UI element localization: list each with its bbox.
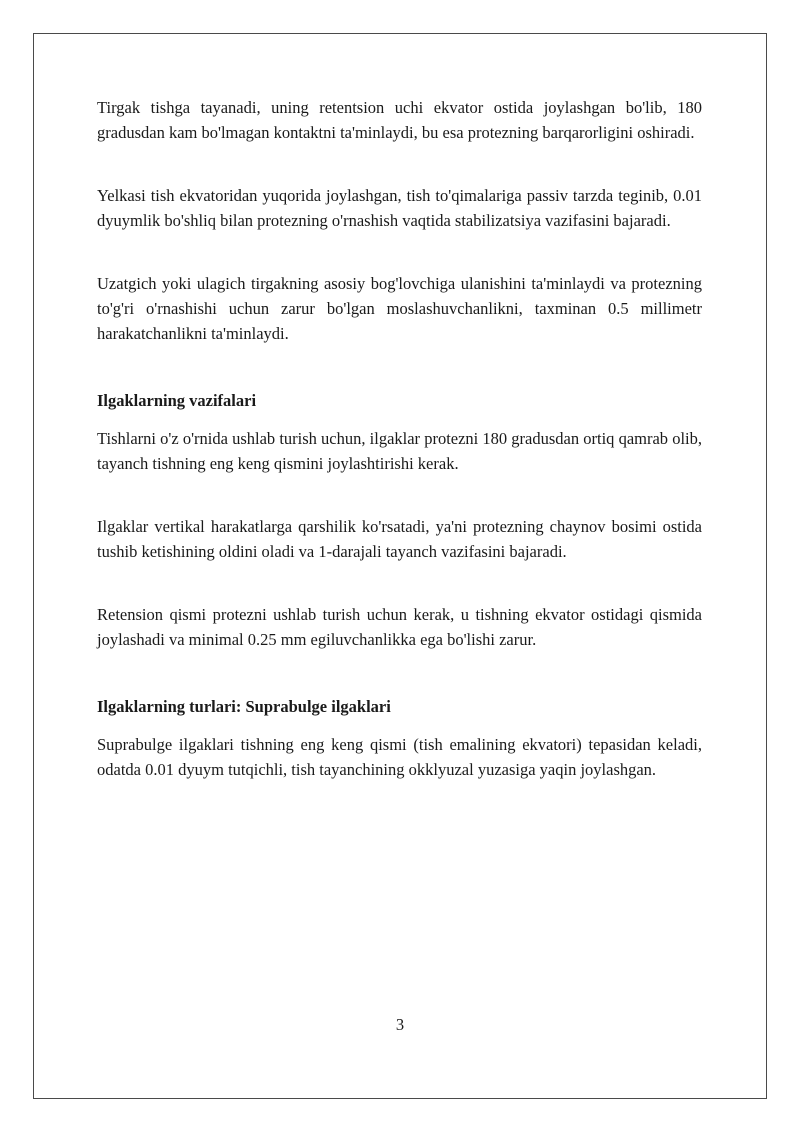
- paragraph-suprabulge: Suprabulge ilgaklari tishning eng keng qismi (tish emalining ekvatori) tepasidan keladi, odatda 0.01 dyuym tutqichli, tish tayanchining okklyuzal yuzasiga yaqin joylashgan.: [97, 735, 702, 779]
- heading-ilgaklarning-turlari: Ilgaklarning turlari: Suprabulge ilgaklari: [97, 697, 391, 716]
- spacer: [97, 145, 702, 183]
- spacer: [97, 413, 702, 426]
- spacer: [97, 719, 702, 732]
- paragraph-ilgaklar-vertikal: Ilgaklar vertikal harakatlarga qarshilik ko'rsatadi, ya'ni protezning chaynov bosimi ostida tushib ketishining oldini oladi va 1-darajali tayanch vazifasini bajaradi.: [97, 517, 702, 561]
- paragraph-tirgak: Tirgak tishga tayanadi, uning retentsion uchi ekvator ostida joylashgan bo'lib, 180 gradusdan kam bo'lmagan kontaktni ta'minlaydi, bu esa protezning barqarorligini oshiradi.: [97, 98, 702, 142]
- page-number: 3: [395, 1015, 405, 1034]
- spacer: [97, 346, 702, 388]
- paragraph-uzatgich: Uzatgich yoki ulagich tirgakning asosiy bog'lovchiga ulanishini ta'minlaydi va protezning to'g'ri o'rnashishi uchun zarur bo'lgan moslashuvchanlikni, taxminan 0.5 millimetr harakatchanlikni ta'minlaydi.: [97, 274, 702, 343]
- heading-ilgaklarning-vazifalari: Ilgaklarning vazifalari: [97, 391, 257, 410]
- spacer: [97, 476, 702, 514]
- page-content: [97, 95, 702, 782]
- paragraph-tishlarni: Tishlarni o'z o'rnida ushlab turish uchun, ilgaklar protezni 180 gradusdan ortiq qamrab olib, tayanch tishning eng keng qismini joylashtirishi kerak.: [97, 429, 702, 473]
- spacer: [97, 652, 702, 694]
- paragraph-retension: Retension qismi protezni ushlab turish uchun kerak, u tishning ekvator ostidagi qismida joylashadi va minimal 0.25 mm egiluvchanlikka ega bo'lishi zarur.: [97, 605, 702, 649]
- spacer: [97, 564, 702, 602]
- paragraph-yelkasi: Yelkasi tish ekvatoridan yuqorida joylashgan, tish to'qimalariga passiv tarzda teginib, 0.01 dyuymlik bo'shliq bilan protezning o'rnashish vaqtida stabilizatsiya vazifasini bajaradi.: [97, 186, 702, 230]
- spacer: [97, 233, 702, 271]
